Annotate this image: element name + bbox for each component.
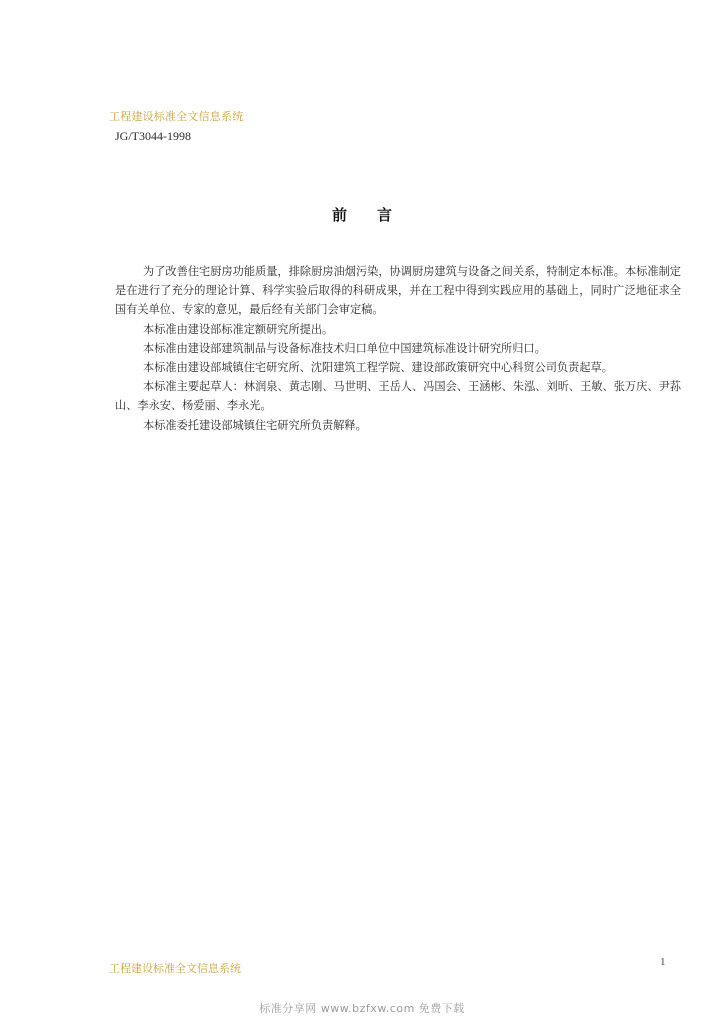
preface-body [115, 262, 681, 435]
standard-code: JG/T3044-1998 [115, 129, 191, 143]
download-watermark: 标准分享网 www.bzfxw.com 免费下载 [259, 1002, 465, 1015]
paragraph: 本标准由建设部城镇住宅研究所、沈阳建筑工程学院、建设部政策研究中心科贸公司负责起草。 [143, 361, 613, 375]
paragraph: 为了改善住宅厨房功能质量，排除厨房油烟污染，协调厨房建筑与设备之间关系，特制定本标准。本标准制定是在进行了充分的理论计算、科学实验后取得的科研成果，并在工程中得到实践应用的基础上，同时广泛地征求全国有关单位、专家的意见，最后经有关部门会审定稿。 [115, 265, 681, 317]
paragraph: 本标准委托建设部城镇住宅研究所负责解释。 [143, 418, 367, 432]
page-title: 前 言 [331, 206, 392, 224]
paragraph: 本标准由建设部建筑制品与设备标准技术归口单位中国建筑标准设计研究所归口。 [143, 341, 546, 355]
paragraph: 本标准由建设部标准定额研究所提出。 [143, 322, 334, 336]
footer-source-label: 工程建设标准全文信息系统 [109, 962, 241, 975]
page-number: 1 [660, 956, 666, 968]
paragraph: 本标准主要起草人：林润泉、黄志刚、马世明、王岳人、冯国会、王涵彬、朱泓、刘昕、王敏、张万庆、尹荪山、李永安、杨爱丽、李永光。 [115, 380, 681, 413]
header-source-label: 工程建设标准全文信息系统 [109, 110, 244, 123]
